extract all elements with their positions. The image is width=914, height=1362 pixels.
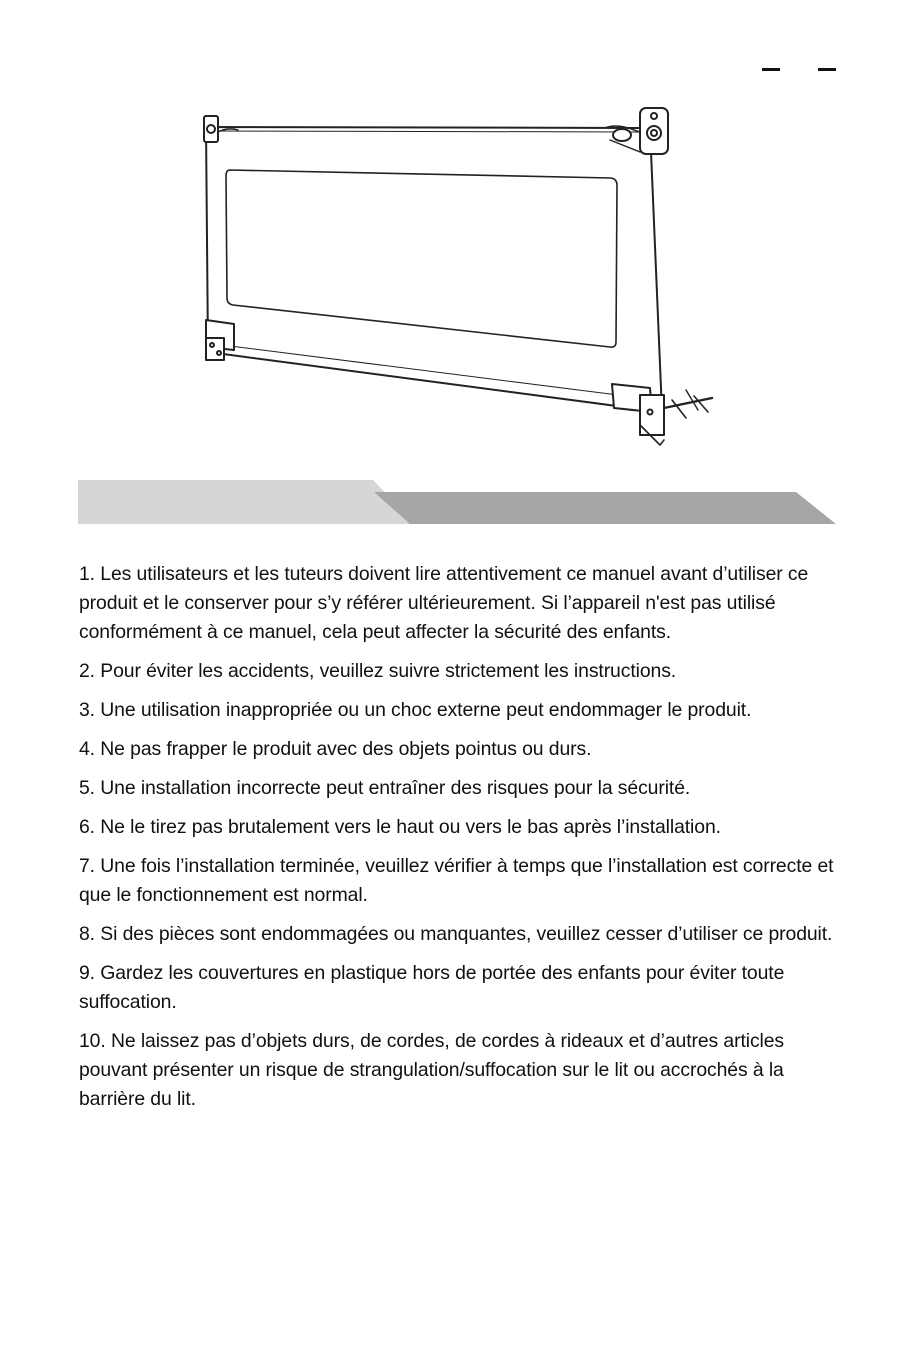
instruction-item: 1. Les utilisateurs et les tuteurs doivent lire attentivement ce manuel avant d’utiliser ce produit et le conserver pour s’y référer ultérieurement. Si l’appareil n'est pas utilisé conformément à ce manuel, cela peut affecter la sécurité des enfants. — [79, 563, 809, 643]
header-marks — [762, 68, 836, 71]
instruction-item: 4. Ne pas frapper le produit avec des objets pointus ou durs. — [79, 738, 592, 760]
bed-rail-icon — [190, 100, 730, 450]
dash-mark — [818, 68, 836, 71]
instruction-item: 8. Si des pièces sont endommagées ou manquantes, veuillez cesser d’utiliser ce produit. — [79, 923, 833, 945]
section-band — [78, 480, 836, 524]
instruction-item: 10. Ne laissez pas d’objets durs, de cordes, de cordes à rideaux et d’autres articles pouvant présenter un risque de strangulation/suffocation sur le lit ou accrochés à la barrière du lit. — [79, 1030, 785, 1110]
instructions-list — [79, 560, 839, 1124]
instruction-item: 3. Une utilisation inappropriée ou un choc externe peut endommager le produit. — [79, 699, 752, 721]
instruction-item: 5. Une installation incorrecte peut entraîner des risques pour la sécurité. — [79, 777, 691, 799]
dash-mark — [762, 68, 780, 71]
instruction-item: 6. Ne le tirez pas brutalement vers le haut ou vers le bas après l’installation. — [79, 816, 721, 838]
instruction-item: 9. Gardez les couvertures en plastique hors de portée des enfants pour éviter toute suffocation. — [79, 962, 785, 1013]
instruction-item: 7. Une fois l’installation terminée, veuillez vérifier à temps que l’installation est correcte et que le fonctionnement est normal. — [79, 855, 834, 906]
instruction-item: 2. Pour éviter les accidents, veuillez suivre strictement les instructions. — [79, 660, 677, 682]
